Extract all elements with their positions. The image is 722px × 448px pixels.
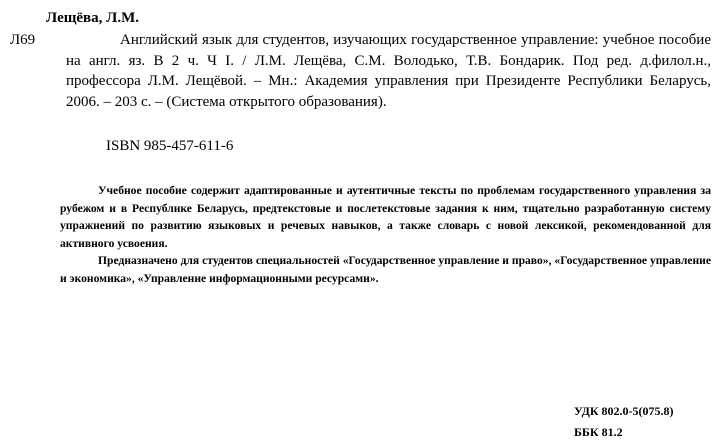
annotation-paragraph-description: Учебное пособие содержит адаптированные и аутентичные тексты по проблемам государственного управления за рубежом и в Республике Беларусь, предтекстовые и послетекстовые задания к ним, тщательно разработанную систему упражнений по развитию языковых и речевых навыков, а также словарь с новой лексикой, рекомендованной для активного усвоения. xyxy=(60,184,711,250)
isbn-number: ISBN 985-457-611-6 xyxy=(106,138,234,154)
author-heading: Лещёва, Л.М. xyxy=(46,10,139,26)
bbk-code: ББК 81.2 xyxy=(574,425,623,439)
annotation-block xyxy=(60,182,711,288)
author-index-code: Л69 xyxy=(10,32,36,48)
udk-code: УДК 802.0-5(075.8) xyxy=(574,404,674,418)
bibliographic-description: Английский язык для студентов, изучающих государственное управление: учебное пособие на англ. яз. В 2 ч. Ч I. / Л.М. Лещёва, С.М. Володько, Т.В. Бондарик. Под ред. д.филол.н., профессора Л.М. Лещёвой. – Мн.: Академия управления при Президенте Республики Беларусь, 2006. – 203 с. – (Система открытого образования). xyxy=(66,32,711,110)
annotation-paragraph-audience: Предназначено для студентов специальностей «Государственное управление и право», «Государственное управление и экономика», «Управление информационными ресурсами». xyxy=(60,254,711,285)
